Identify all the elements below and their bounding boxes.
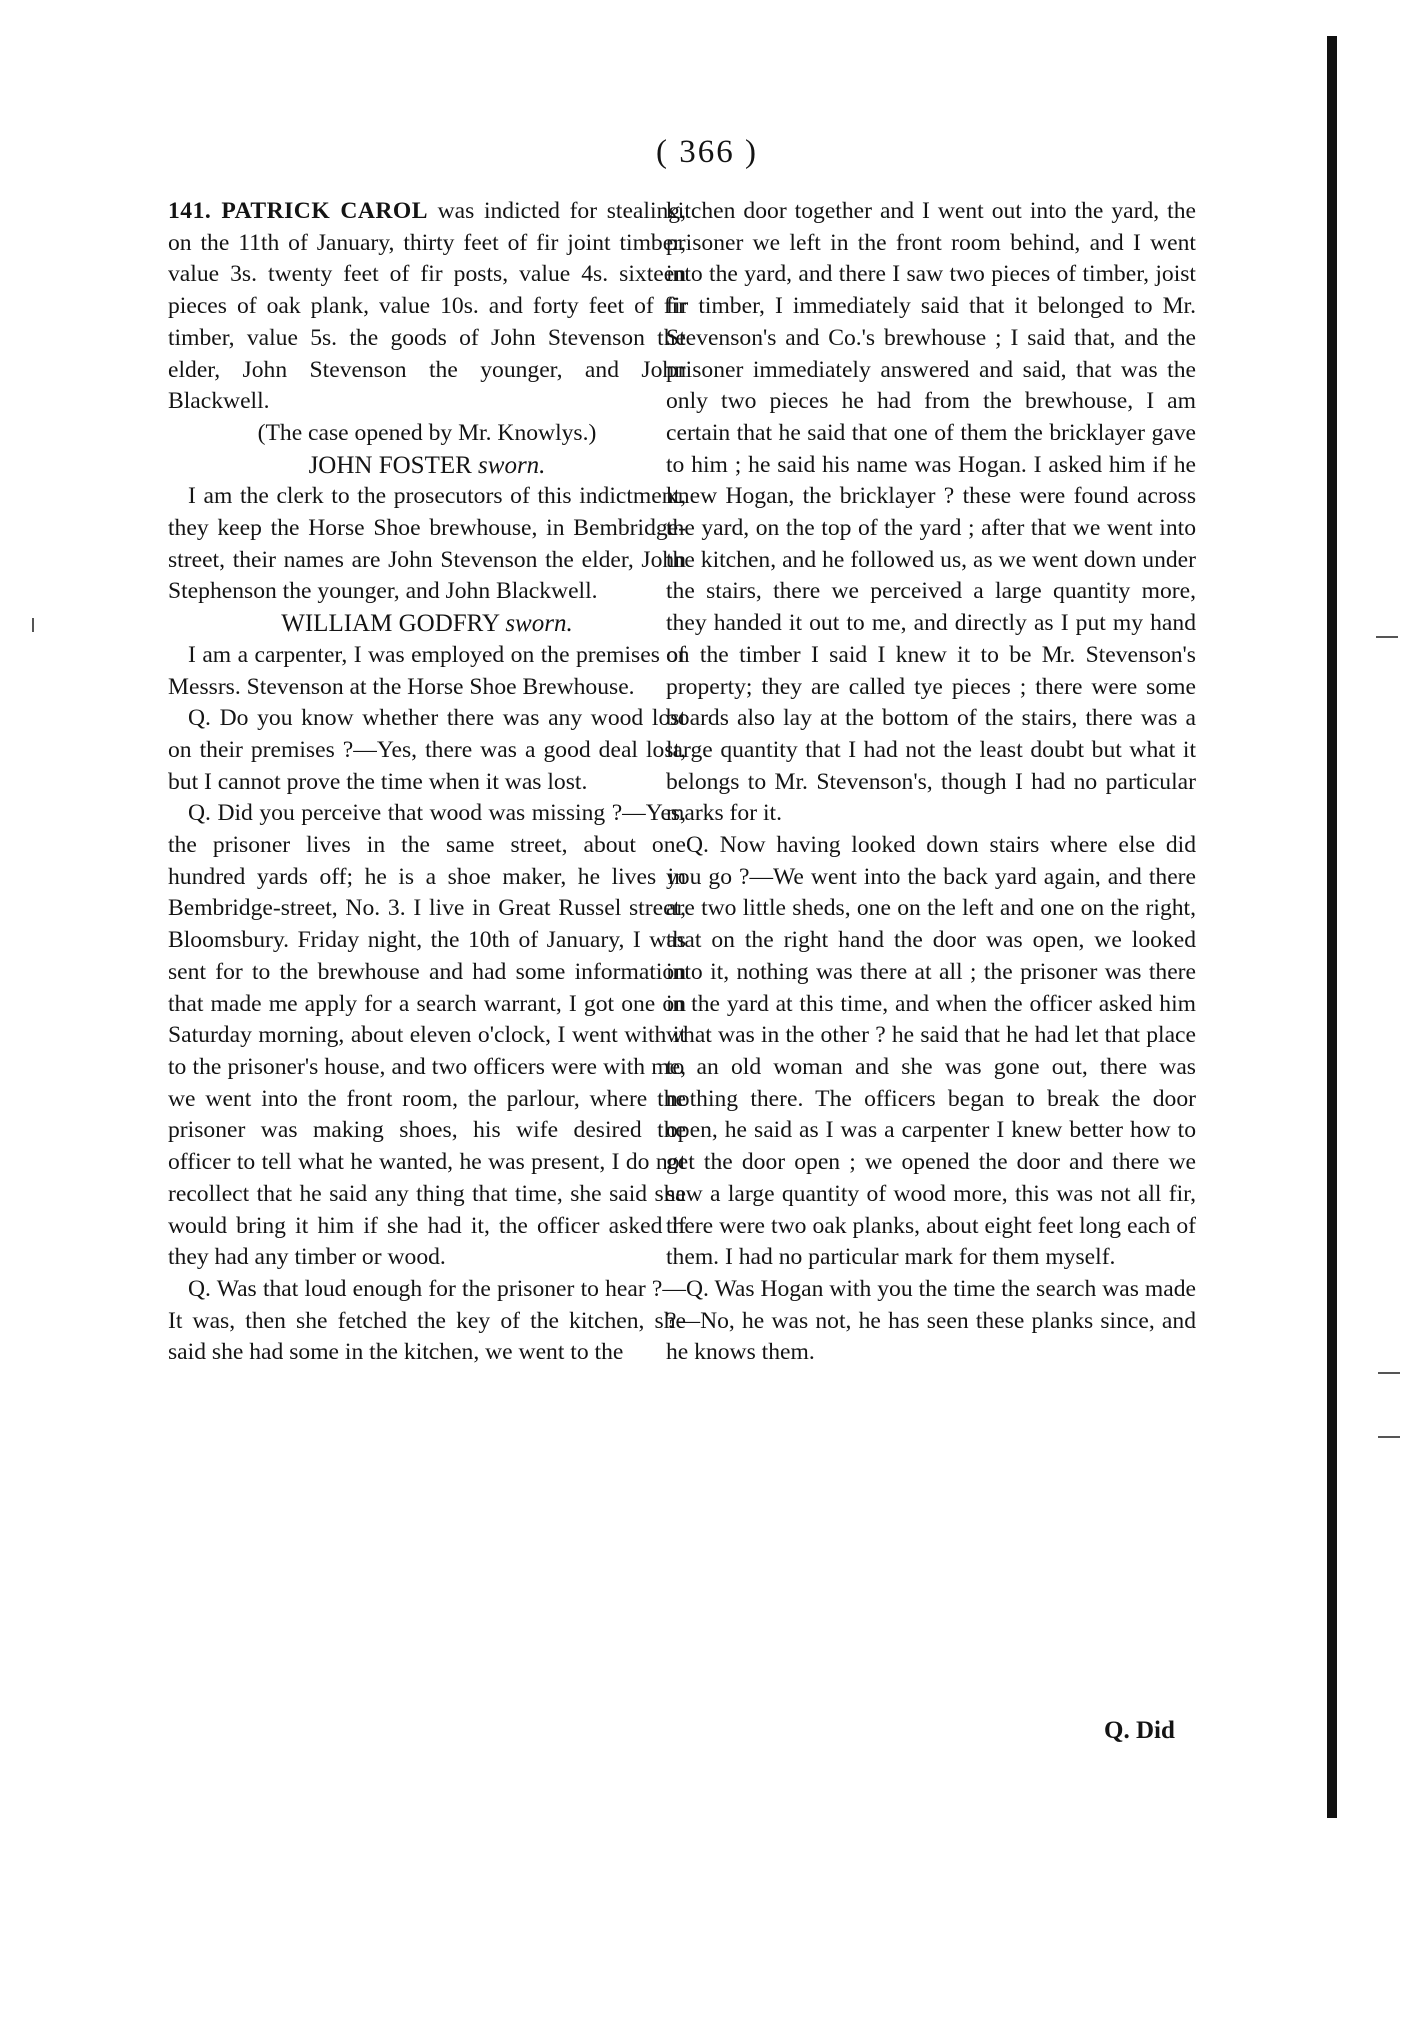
question-paragraph: Q. Now having looked down stairs where else did you go ?—We went into the back yard again, and there are two little sheds, one on the left and one on the right, that on the right hand the door was open, we looked into it, nothing was there at all ; the prisoner was there in the yard at this time, and when the officer asked him what was in the other ? he said that he had let that place to an old woman and she was gone out, there was nothing there. The officers began to break the door open, he said as I was a carpenter I knew better how to get the door open ; we opened the door and there we saw a large quantity of wood more, this was not all fir, there were two oak planks, about eight feet long each of them. I had no particular mark for them myself. <box>666 832 1196 1271</box>
witness-heading-john-foster <box>168 450 686 482</box>
case-opened-note: (The case opened by Mr. Knowlys.) <box>257 419 597 446</box>
indictment-text: was indicted for stealing, on the 11th of January, thirty feet of fir joint timber, value 3s. twenty feet of fir posts, value 4s. sixteen pieces of oak plank, value 10s. and forty feet of fir timber, value 5s. the goods of John Stevenson the elder, John Stevenson the younger, and John Blackwell. <box>168 198 686 415</box>
left-column <box>168 196 686 1369</box>
testimony-paragraph: I am a carpenter, I was employed on the premises of Messrs. Stevenson at the Horse Shoe Brewhouse. <box>168 641 686 700</box>
question-paragraph: Q. Do you know whether there was any wood lost on their premises ?—Yes, there was a good deal lost, but I cannot prove the time when it was lost. <box>168 705 686 795</box>
question-paragraph: Q. Was Hogan with you the time the search was made ?—No, he was not, he has seen these planks since, and he knows them. <box>666 1275 1196 1366</box>
right-column <box>666 196 1196 1369</box>
case-number-and-defendant: 141. PATRICK CAROL <box>168 198 429 224</box>
witness-name: JOHN FOSTER <box>308 451 472 479</box>
catchword: Q. Did <box>1104 1717 1175 1744</box>
scan-mark <box>32 618 34 632</box>
scan-mark <box>1376 636 1398 638</box>
question-paragraph: Q. Did you perceive that wood was missing ?—Yes, the prisoner lives in the same street, about one hundred yards off; he is a shoe maker, he lives in Bembridge-street, No. 3. I live in Great Russel street, Bloomsbury. Friday night, the 10th of January, I was sent for to the brewhouse and had some information that made me apply for a search warrant, I got one on Saturday morning, about eleven o'clock, I went with it to the prisoner's house, and two officers were with me, we went into the front room, the parlour, where the prisoner was making shoes, his wife desired the officer to tell what he wanted, he was present, I do not recollect that he said any thing that time, she said she would bring it him if she had it, the officer asked if they had any timber or wood. <box>168 800 686 1271</box>
continued-testimony: kitchen door together and I went out into the yard, the prisoner we left in the front room behind, and I went into the yard, and there I saw two pieces of timber, joist fir timber, I immediately said that it belonged to Mr. Stevenson's and Co.'s brewhouse ; I said that, and the prisoner immediately answered and said, that was the only two pieces he had from the brewhouse, I am certain that he said that one of them the bricklayer gave to him ; he said his name was Hogan. I asked him if he knew Hogan, the bricklayer ? these were found across the yard, on the top of the yard ; after that we went into the kitchen, and he followed us, as we went down under the stairs, there we perceived a large quantity more, they handed it out to me, and directly as I put my hand on the timber I said I knew it to be Mr. Stevenson's property; they are called tye pieces ; there were some boards also lay at the bottom of the stairs, there was a large quantity that I had not the least doubt but what it belongs to Mr. Stevenson's, though I had no particular marks for it. <box>666 198 1196 827</box>
witness-name: WILLIAM GODFRY <box>281 610 500 638</box>
sworn-label: sworn. <box>505 610 573 638</box>
testimony-paragraph: I am the clerk to the prosecutors of this indictment, they keep the Horse Shoe brewhouse, in Bembridge-street, their names are John Stevenson the elder, John Stephenson the younger, and John Blackwell. <box>168 483 686 605</box>
sworn-label: sworn. <box>478 451 546 479</box>
case-paragraph <box>168 196 686 418</box>
question-paragraph: Q. Was that loud enough for the prisoner to hear ?— It was, then she fetched the key of the kitchen, she said she had some in the kitchen, we went to the <box>168 1275 686 1366</box>
scan-mark <box>1378 1436 1400 1438</box>
witness-heading-william-godfry <box>168 608 686 640</box>
page-number: ( 366 ) <box>656 134 758 170</box>
scan-mark <box>1378 1372 1400 1374</box>
scan-page-edge <box>1327 36 1337 1818</box>
